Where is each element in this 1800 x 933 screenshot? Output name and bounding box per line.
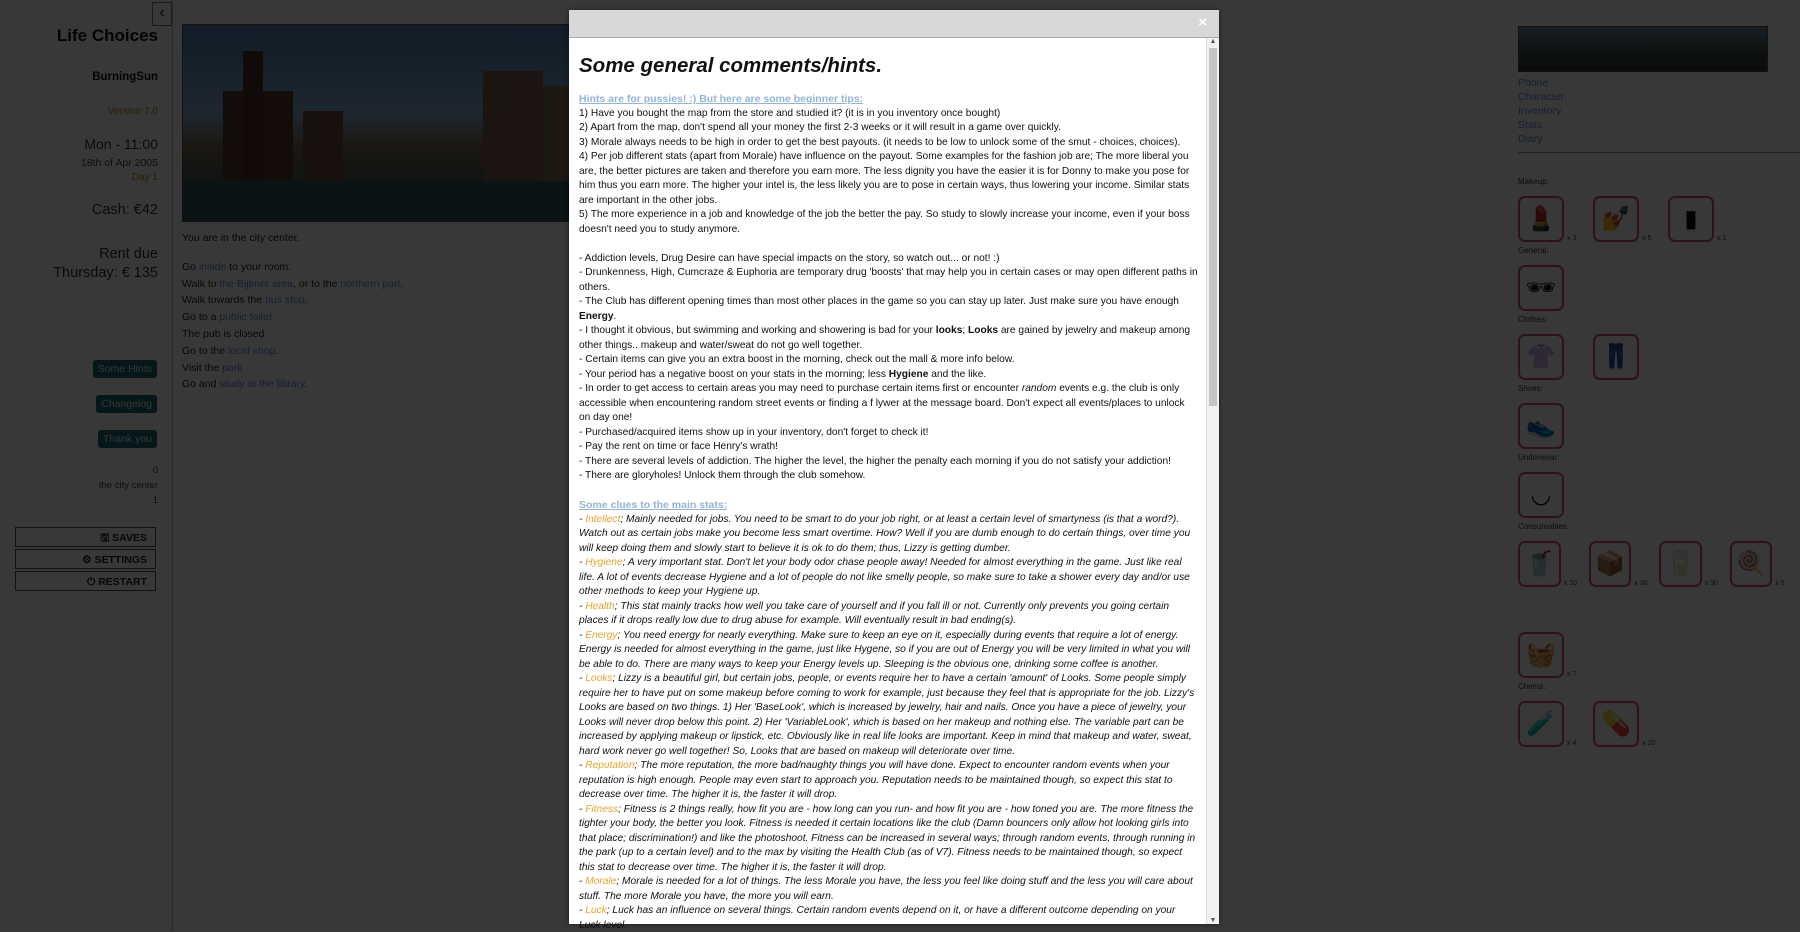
scroll-up-icon[interactable]: ▲	[1207, 38, 1219, 45]
scrollbar-thumb[interactable]	[1209, 48, 1217, 406]
note-item: - Purchased/acquired items show up in your inventory, don't forget to check it!	[579, 426, 1198, 441]
note-item: - Drunkenness, High, Cumcraze & Euphoria are temporary drug 'boosts' that may help you in certain cases or may open different paths in others.	[579, 266, 1198, 295]
stat-name: Morale	[585, 876, 616, 887]
stat-name: Energy	[585, 630, 617, 641]
stat-name: Intellect	[585, 514, 620, 525]
note-item: - There are gloryholes! Unlock them through the club somehow.	[579, 469, 1198, 484]
hints-heading: Hints are for pussies! :) But here are some beginner tips:	[579, 92, 1198, 107]
stat-clue-looks: - Looks; Lizzy is a beautiful girl, but certain jobs, people, or events require her to have a certain 'amount' of Looks. Some people simply require her to have put on some makeup before coming to work for example, just because they feel that is appropriate for the job. Lizzy's Looks are based on two things. 1) Her 'BaseLook', which is increased by jewelry, hair and nails. Once you have a piece of jewelry, your Looks will never drop below this point. 2) Her 'VariableLook', which is based on her makeup and nothing else. The variable part can be increased by applying makeup or lipstick, etc. Obviously like in real life looks are important. Keep in mind that makeup and water, sweat, hard work never go well together! So, Looks that are based on makeup will deteriorate over time.	[579, 672, 1198, 759]
note-item: - The Club has different opening times than most other places in the game so you can stay up later. Just make sure you have enough Energy.	[579, 295, 1198, 324]
stat-clue-hygiene: - Hygiene; A very important stat. Don't let your body odor chase people away! Needed for almost everything in the game. Just like real life. A lot of events decrease Hygiene and a lot of people do not like smelly people, so make sure to take a shower every day and/or use other methods to keep your Hygiene up.	[579, 556, 1198, 600]
dialog-title: Some general comments/hints.	[579, 54, 1198, 78]
stat-clue-fitness: - Fitness; Fitness is 2 things really, how fit you are - how long can you run- and how fit you are - how toned you are. The more fitness the tighter your body, the better you look. Fitness is needed it certain locations like the club (Damn bouncers only allow hot looking girls into that place; discrimination!) and like the photoshoot. Fitness can be increased in several ways; through random events, through running in the park (up to a certain level) and to the max by visiting the Health Club (as of V7). Fitness needs to be maintained though, so expect this stat to decrease over time. The higher it is, the faster it will drop.	[579, 803, 1198, 876]
note-item: - Certain items can give you an extra boost in the morning, check out the mall & more info below.	[579, 353, 1198, 368]
note-item: - In order to get access to certain areas you may need to purchase certain items first or encounter random events e.g. the club is only accessible when encountering random street events or finding a f lywer at the message board. Don't expect all events/places to unlock on day one!	[579, 382, 1198, 426]
note-item: - There are several levels of addiction. The higher the level, the higher the penalty each morning if you do not satisfy your addiction!	[579, 455, 1198, 470]
tip-item: 2) Apart from the map, don't spend all your money the first 2-3 weeks or it will result in a game over quickly.	[579, 121, 1198, 136]
tip-item: 1) Have you bought the map from the store and studied it? (it is in you inventory once bought)	[579, 107, 1198, 122]
scroll-down-icon[interactable]: ▼	[1207, 917, 1219, 924]
hints-dialog	[569, 10, 1219, 924]
stat-clue-intellect: - Intellect; Mainly needed for jobs. You need to be smart to do your job right, or at least a certain level of smartyness (is that a word?). Watch out as certain jobs make you become less smart overtime. How? Well if you are dumb enough to do certain things, over time you will keep doing them and slowly start to believe it is ok to do them; thus, Lizzy is getting dumber.	[579, 513, 1198, 557]
tip-item: 3) Morale always needs to be high in order to get the best payouts. (it needs to be low to unlock some of the smut - choices, choices).	[579, 136, 1198, 151]
dialog-body	[569, 38, 1207, 924]
tip-item: 4) Per job different stats (apart from Morale) have influence on the payout. Some examples for the fashion job are; The more liberal you are, the better pictures are taken and therefore you earn more. The less dignity you have the easier it is for Donny to make you pose for him thus you earn more. The higher your intel is, the less likely you are to pose in certain ways, thus lowering your income. Similar stats are important in the other jobs.	[579, 150, 1198, 208]
dialog-scrollbar[interactable]	[1206, 38, 1219, 924]
note-item: - Your period has a negative boost on your stats in the morning; less Hygiene and the like.	[579, 368, 1198, 383]
stat-clue-luck: - Luck; Luck has an influence on several things. Certain random events depend on it, or have a different outcome depending on your Luck level.	[579, 904, 1198, 933]
note-item: - Addiction levels, Drug Desire can have special impacts on the story, so watch out... or not! :)	[579, 252, 1198, 267]
stat-name: Luck	[585, 905, 607, 916]
stat-clue-health: - Health; This stat mainly tracks how well you take care of yourself and if you fall ill or not. Currently only prevents you going certain places if it drops really low due to drug abuse for example. Will eventually result in bad ending(s).	[579, 600, 1198, 629]
note-item: - I thought it obvious, but swimming and working and showering is bad for your looks; Looks are gained by jewelry and makeup among other things.. makeup and water/sweat do not go well together.	[579, 324, 1198, 353]
stat-name: Health	[585, 601, 614, 612]
stats-list	[579, 513, 1198, 933]
note-item: - Pay the rent on time or face Henry's wrath!	[579, 440, 1198, 455]
dialog-titlebar	[569, 10, 1219, 38]
stat-name: Fitness	[585, 804, 618, 815]
stat-name: Looks	[585, 673, 612, 684]
stat-name: Hygiene	[585, 557, 622, 568]
stat-clue-reputation: - Reputation; The more reputation, the more bad/naughty things you will have done. Expect to encounter random events when your reputation is high enough. People may even start to approach you. Reputation needs to be maintained though, so expect this stat to decrease over time. The higher it is, the faster it will drop.	[579, 759, 1198, 803]
stat-clue-energy: - Energy; You need energy for nearly everything. Make sure to keep an eye on it, especially during events that require a lot of energy. Energy is needed for almost everything in the game, just like Hygene, so if you are out of Energy you will be very limited in what you will be able to do. There are many ways to keep your Energy levels up. Sleeping is the obvious one, drinking some coffee is another.	[579, 629, 1198, 673]
close-icon[interactable]: ×	[1198, 14, 1207, 31]
stats-clues-heading: Some clues to the main stats:	[579, 498, 1198, 513]
tip-item: 5) The more experience in a job and knowledge of the job the better the pay. So study to slowly increase your income, even if your boss doesn't need you to study anymore.	[579, 208, 1198, 237]
stat-clue-morale: - Morale; Morale is needed for a lot of things. The less Morale you have, the less you feel like doing stuff and the less you will care about stuff. The more Morale you have, the more you will earn.	[579, 875, 1198, 904]
stat-name: Reputation	[585, 760, 634, 771]
